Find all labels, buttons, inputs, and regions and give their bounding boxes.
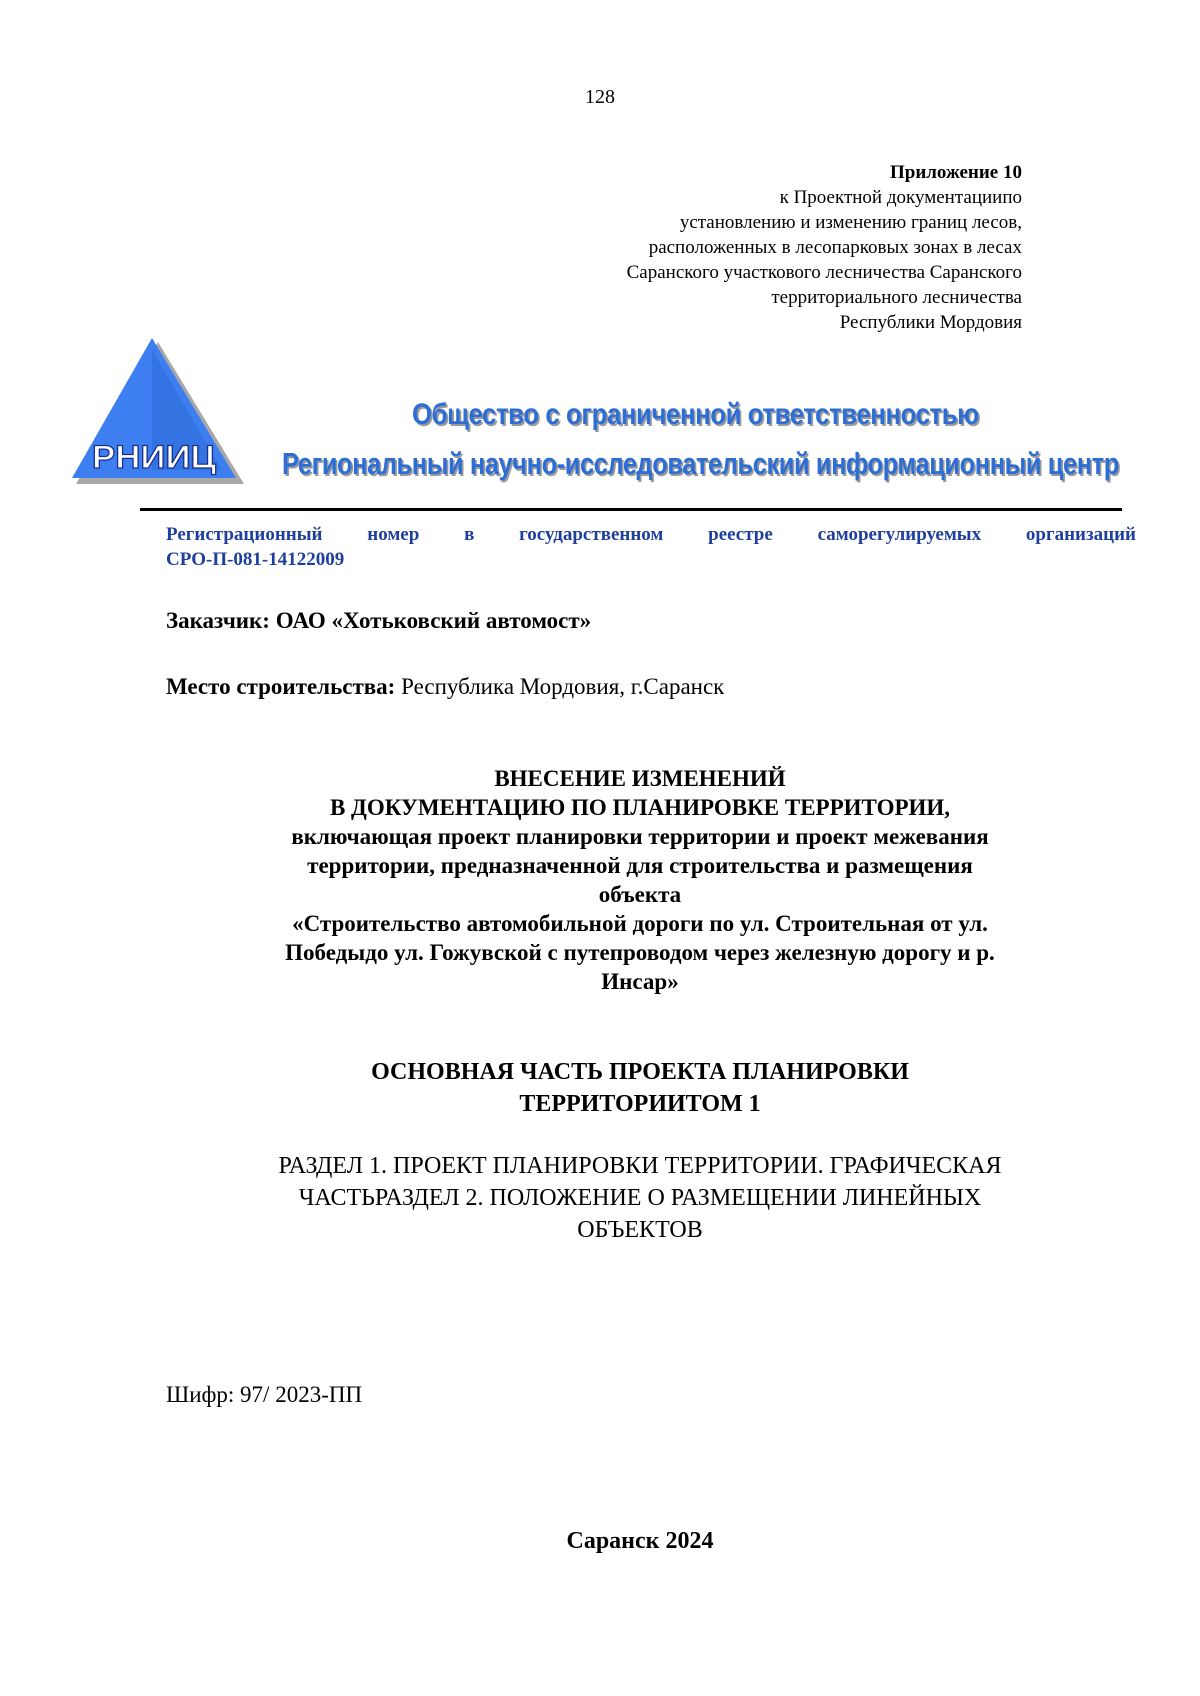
customer-line: Заказчик: ОАО «Хотьковский автомост» [166,608,592,633]
header-divider [140,508,1122,511]
document-title [160,764,1120,996]
registration-number: СРО-П-081-14122009 [166,549,345,570]
section-line: РАЗДЕЛ 1. ПРОЕКТ ПЛАНИРОВКИ ТЕРРИТОРИИ. ГРАФИЧЕСКАЯ [278,1153,1002,1179]
appendix-line: Саранского участкового лесничества Саранского [626,262,1022,283]
org-name-line2: Региональный научно-исследовательский информационный центр [282,446,1119,481]
main-part-heading [160,1056,1120,1120]
appendix-line: расположенных в лесопарковых зонах в лесах [648,237,1022,258]
org-name-line1: Общество с ограниченной ответственностью [412,398,979,431]
appendix-line: к Проектной документациипо [779,187,1022,208]
title-line: В ДОКУМЕНТАЦИЮ ПО ПЛАНИРОВКЕ ТЕРРИТОРИИ, [329,795,951,820]
main-part-line: ТЕРРИТОРИИТОМ 1 [519,1091,761,1117]
appendix-line: установлению и изменению границ лесов, [679,212,1022,233]
page-number: 128 [585,86,615,108]
registration-block [166,522,1136,572]
appendix-block [422,160,1022,335]
document-cipher: Шифр: 97/ 2023-ПП [166,1382,363,1407]
main-part-line: ОСНОВНАЯ ЧАСТЬ ПРОЕКТА ПЛАНИРОВКИ [371,1059,909,1085]
place-label: Место строительства: [166,674,396,699]
title-line: Победыдо ул. Гожувской с путепроводом через железную дорогу и р. [285,940,995,965]
construction-place [166,674,724,700]
company-logo [72,338,250,490]
appendix-line: территориального лесничества [771,287,1022,308]
title-line: «Строительство автомобильной дороги по ул. Строительная от ул. [292,911,988,936]
section-line: ОБЪЕКТОВ [577,1217,703,1243]
registration-line1: Регистрационный номер в государственном реестре саморегулируемых организаций [166,524,1136,545]
logo-text: РНИИЦ [92,439,217,475]
section-line: ЧАСТЬРАЗДЕЛ 2. ПОЛОЖЕНИЕ О РАЗМЕЩЕНИИ ЛИНЕЙНЫХ [298,1185,982,1211]
city-year: Саранск 2024 [566,1528,714,1554]
place-value: Республика Мордовия, г.Саранск [395,674,725,699]
section-heading [160,1150,1120,1246]
appendix-line: Республики Мордовия [839,312,1022,333]
appendix-title: Приложение 10 [889,162,1022,183]
title-line: объекта [598,882,682,907]
title-line: территории, предназначенной для строительства и размещения [307,853,973,878]
title-line: включающая проект планировки территории и проект межевания [291,824,989,849]
title-line: ВНЕСЕНИЕ ИЗМЕНЕНИЙ [494,766,786,791]
title-line: Инсар» [601,969,679,994]
